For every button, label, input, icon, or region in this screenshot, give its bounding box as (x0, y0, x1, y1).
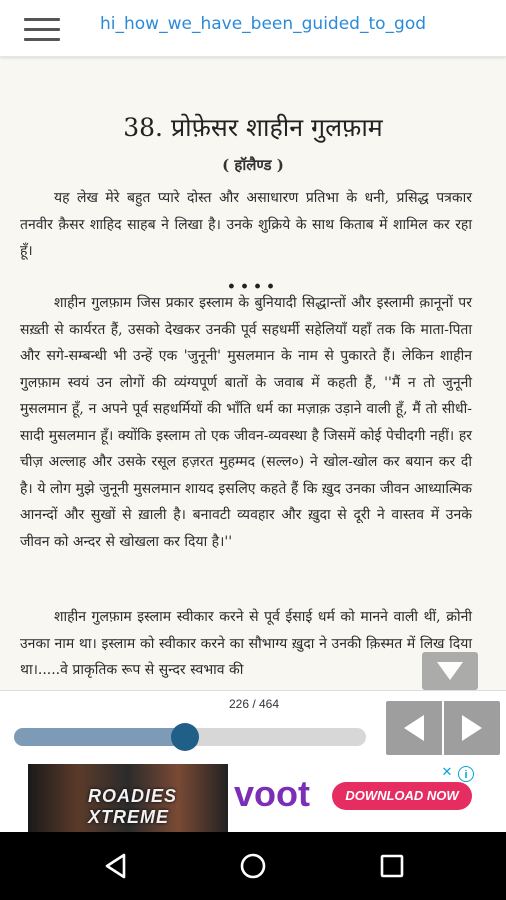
ad-download-button[interactable]: DOWNLOAD NOW (332, 782, 472, 810)
triangle-down-icon (436, 661, 464, 681)
menu-line (24, 18, 60, 21)
page-counter: 226 / 464 (228, 697, 280, 711)
reader-controls (0, 690, 506, 765)
paragraph-continued: शाहीन गुलफ़ाम इस्लाम स्वीकार करने से पूर्व ईसाई धर्म को मानने वाली थीं, क्रोनी उनका नाम था। इस्लाम को स्वीकार करने का सौभाग्य ख़ुदा ने उनकी क़िस्मत में लिख दिया था।.....वे प्राकृतिक रूप से सुन्दर स्वभाव की (20, 609, 472, 678)
chapter-subtitle: ( हॉलैण्ड ) (222, 156, 284, 174)
slider-fill (14, 728, 185, 746)
separator: .... (226, 265, 280, 295)
app-bar (0, 0, 506, 57)
back-triangle-icon[interactable] (100, 850, 132, 882)
scroll-down-button[interactable] (422, 652, 478, 690)
hamburger-menu-icon[interactable] (20, 14, 64, 46)
menu-line (24, 28, 60, 31)
page-slider[interactable] (14, 717, 366, 755)
paragraph-intro: यह लेख मेरे बहुत प्यारे दोस्त और असाधारण प्रतिभा के धनी, प्रसिद्ध पत्रकार तनवीर क़ैसर शाहिद साहब ने लिखा है। उनके शुक्रिये के साथ किताब में शामिल कर रहा हूँ। (20, 190, 472, 259)
ad-brand: ROADIES XTREME (88, 786, 178, 827)
next-page-button[interactable] (444, 701, 500, 755)
home-circle-icon[interactable] (237, 850, 269, 882)
triangle-left-icon (402, 714, 426, 742)
chapter-title: 38. प्रोफ़ेसर शाहीन गुलफ़ाम (123, 113, 383, 142)
book-page (0, 57, 506, 690)
ad-image (28, 764, 228, 832)
recents-square-icon[interactable] (376, 850, 408, 882)
slider-thumb[interactable] (171, 723, 199, 751)
paragraph-main: शाहीन गुलफ़ाम जिस प्रकार इस्लाम के बुनियादी सिद्धान्तों और इस्लामी क़ानूनों पर सख़्ती से कार्यरत हैं, उसको देखकर उनकी पूर्व सहधर्मी सहेलियाँ यहाँ तक कि माता-पिता और सगे-सम्बन्धी भी उन्हें एक 'जुनूनी' मुसलमान के नाम से पुकारते हैं। लेकिन शाहीन गुलफ़ाम स्वयं उन लोगों की व्यंग्यपूर्ण बातों के जवाब में कहती हैं, ''मैं न तो जुनूनी मुसलमान हूँ, न अपने पूर्व सहधर्मियों की भाँति धर्म का मज़ाक़ उड़ाने वाली हूँ, मैं तो सीधी-सादी मुसलमान हूँ। क्योंकि इस्लाम तो एक जीवन-व्यवस्था है जिसमें कोई पेचीदगी नहीं। हर चीज़ अल्लाह और उसके रसूल हज़रत मुहम्मद (सल्ल०) ने खोल-खोल कर बयान कर दी है। ये लोग मुझे जुनूनी मुसलमान शायद इसलिए कहते हैं कि ख़ुद उनका जीवन आध्यात्मिक आनन्दों और सुखों से ख़ाली है। बनावटी व्यवहार और ख़ुदा से दूरी ने वास्तव में उनके जीवन को अन्दर से खोखला कर दिया है।'' (20, 295, 472, 550)
app-title: hi_how_we_have_been_guided_to_god (100, 14, 427, 34)
previous-page-button[interactable] (386, 701, 442, 755)
ad-banner[interactable] (28, 764, 478, 832)
menu-line (24, 38, 60, 41)
system-navigation-bar (0, 832, 506, 900)
ad-logo: voot (234, 773, 310, 814)
triangle-right-icon (460, 714, 484, 742)
ad-close-icon[interactable]: ✕ (441, 764, 453, 779)
ad-info-icon[interactable]: i (458, 766, 474, 782)
